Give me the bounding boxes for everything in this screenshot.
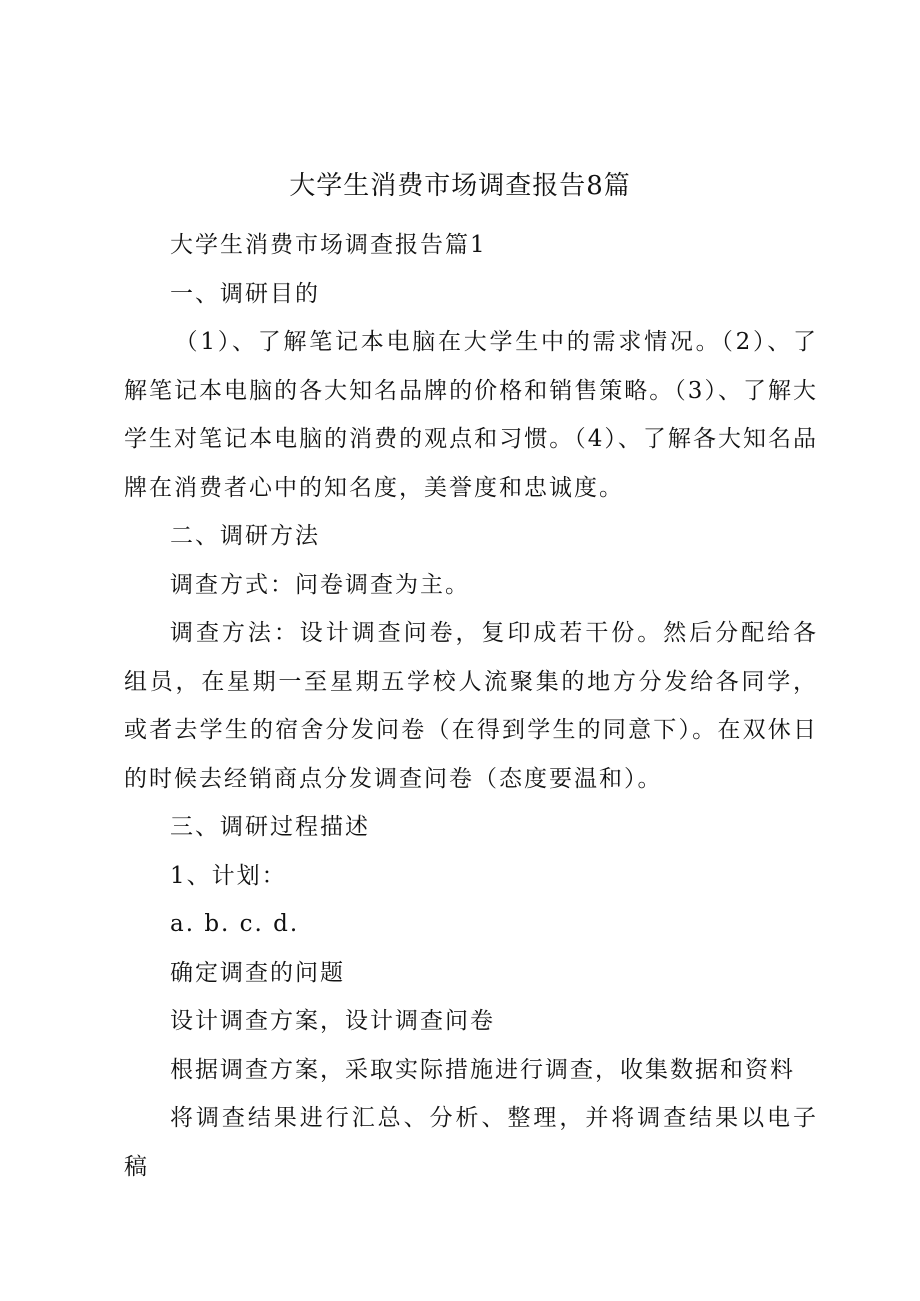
heading-research-process: 三、调研过程描述 [170, 814, 370, 840]
paragraph-plan-item: 确定调查的问题 [170, 959, 345, 986]
paragraph-survey-mode: 调查方式：问卷调查为主。 [170, 571, 470, 598]
document-body [124, 221, 818, 1191]
paragraph-plan-markers: a. b. c. d. [170, 911, 300, 937]
paragraph-plan-item: 将调查结果进行汇总、分析、整理，并将调查结果以电子稿 [124, 1105, 818, 1180]
document-title: 大学生消费市场调查报告8篇 [289, 171, 631, 201]
heading-research-method: 二、调研方法 [170, 523, 320, 549]
heading-research-purpose: 一、调研目的 [170, 280, 320, 307]
paragraph-plan-item: 设计调查方案，设计调查问卷 [170, 1008, 495, 1034]
section-heading: 大学生消费市场调查报告篇1 [170, 232, 487, 258]
paragraph-plan-heading: 1、计划： [170, 862, 287, 889]
paragraph-research-purpose: （1）、了解笔记本电脑在大学生中的需求情况。（2）、了解笔记本电脑的各大知名品牌的价格和销售策略。（3）、了解大学生对笔记本电脑的消费的观点和习惯。（4）、了解各大知名品牌在消费者心中的知名度，美誉度和忠诚度。 [124, 329, 818, 501]
paragraph-plan-item: 根据调查方案，采取实际措施进行调查，收集数据和资料 [170, 1056, 795, 1083]
paragraph-survey-method: 调查方法：设计调查问卷，复印成若干份。然后分配给各组员，在星期一至星期五学校人流聚集的地方分发给各同学，或者去学生的宿舍分发问卷（在得到学生的同意下）。在双休日的时候去经销商点分发调查问卷（态度要温和）。 [124, 620, 818, 792]
